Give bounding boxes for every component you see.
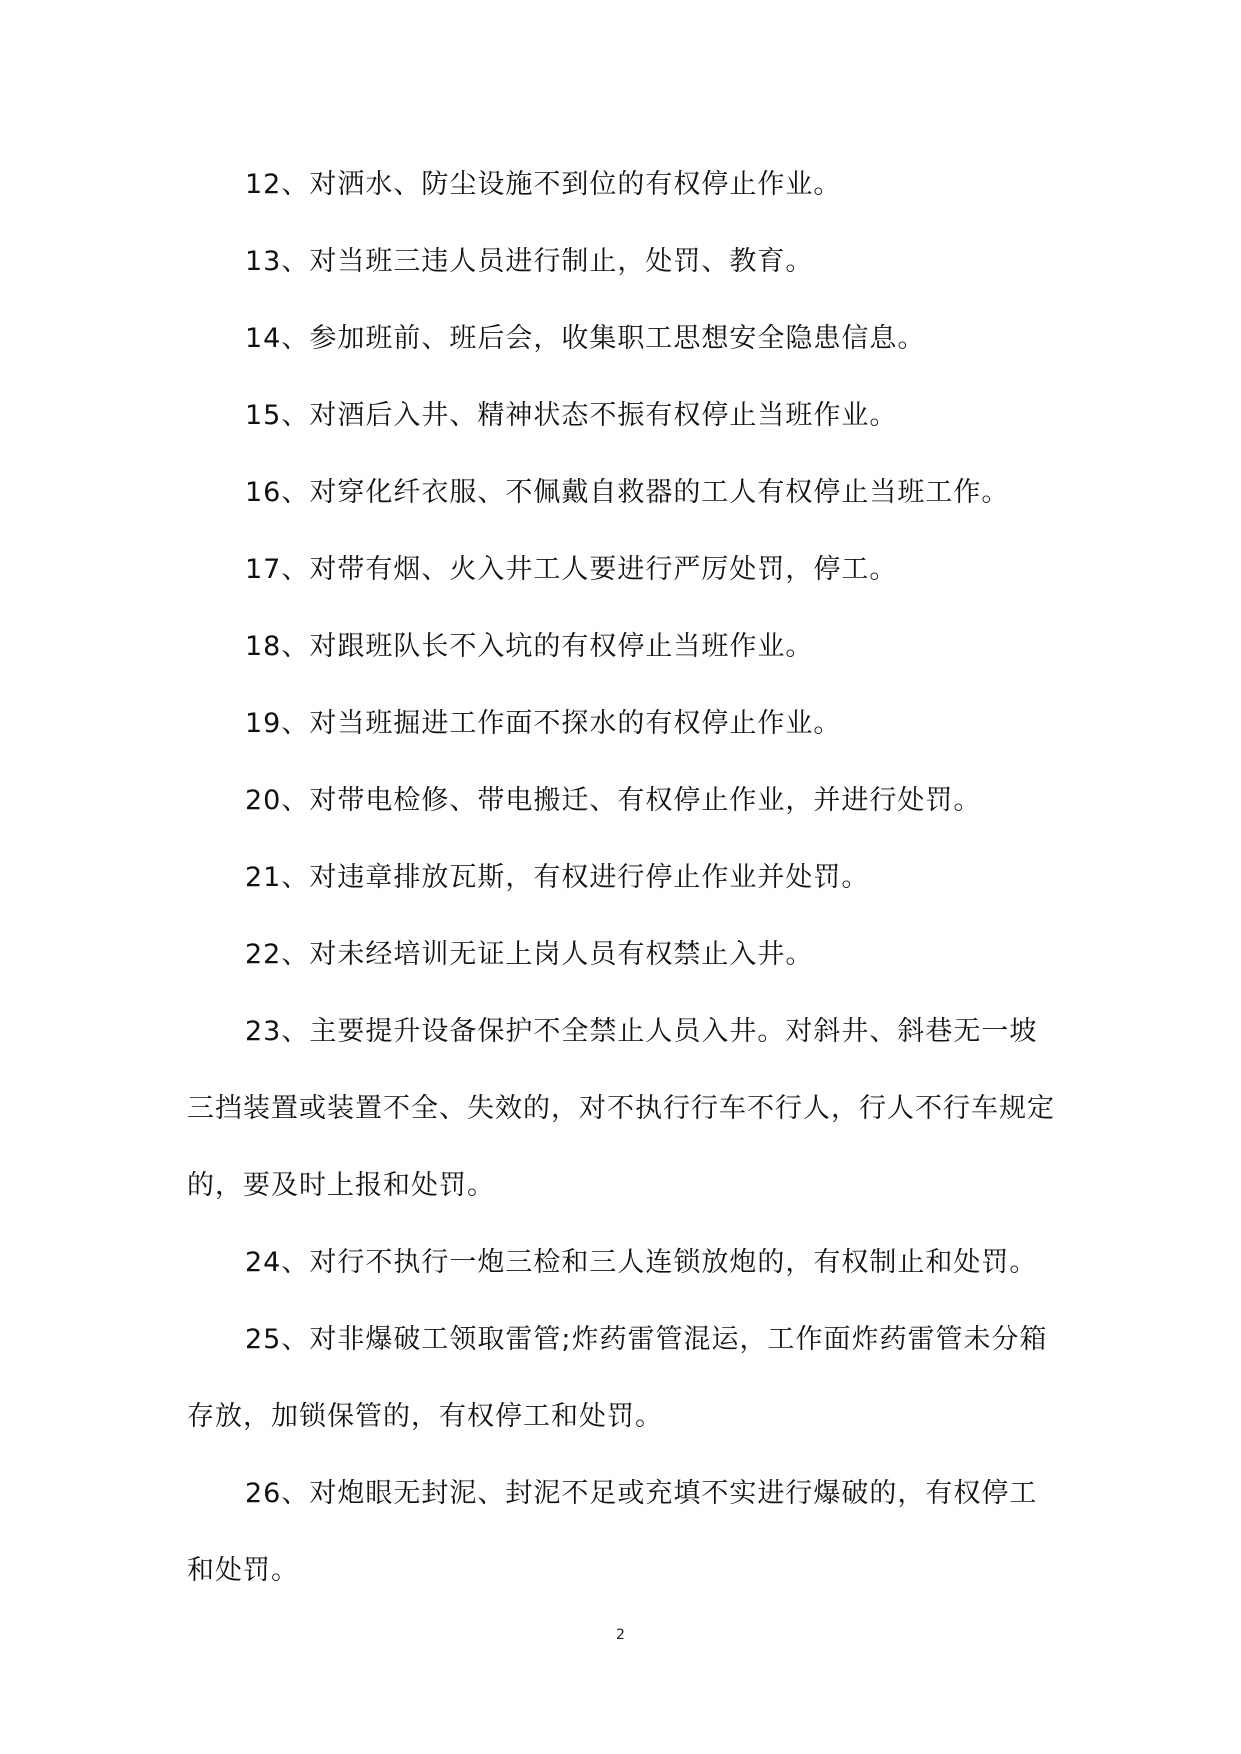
paragraph-item-13: 13、对当班三违人员进行制止，处罚、教育。 xyxy=(245,246,814,277)
paragraph-item-19: 19、对当班掘进工作面不探水的有权停止作业。 xyxy=(245,708,842,739)
paragraph-item-24: 24、对行不执行一炮三检和三人连锁放炮的，有权制止和处罚。 xyxy=(245,1247,1038,1278)
paragraph-item-21: 21、对违章排放瓦斯，有权进行停止作业并处罚。 xyxy=(245,862,870,893)
page-number: 2 xyxy=(616,1627,625,1643)
paragraph-item-14: 14、参加班前、班后会，收集职工思想安全隐患信息。 xyxy=(245,323,926,354)
paragraph-item-16: 16、对穿化纤衣服、不佩戴自救器的工人有权停止当班工作。 xyxy=(245,477,1010,508)
paragraph-item-15: 15、对酒后入井、精神状态不振有权停止当班作业。 xyxy=(245,400,898,431)
paragraph-item-23: 23、主要提升设备保护不全禁止人员入井。对斜井、斜巷无一坡三挡装置或装置不全、失效的，对不执行行车不行人，行人不行车规定的，要及时上报和处罚。 xyxy=(187,1016,1055,1201)
paragraph-item-17: 17、对带有烟、火入井工人要进行严厉处罚，停工。 xyxy=(245,554,898,585)
paragraph-item-20: 20、对带电检修、带电搬迁、有权停止作业，并进行处罚。 xyxy=(245,785,982,816)
paragraph-item-18: 18、对跟班队长不入坑的有权停止当班作业。 xyxy=(245,631,814,662)
paragraph-item-22: 22、对未经培训无证上岗人员有权禁止入井。 xyxy=(245,939,814,970)
document-body xyxy=(187,146,1057,1609)
paragraph-item-25: 25、对非爆破工领取雷管;炸药雷管混运，工作面炸药雷管未分箱存放，加锁保管的，有权停工和处罚。 xyxy=(187,1324,1048,1432)
paragraph-item-26: 26、对炮眼无封泥、封泥不足或充填不实进行爆破的，有权停工和处罚。 xyxy=(187,1478,1038,1586)
paragraph-item-12: 12、对洒水、防尘设施不到位的有权停止作业。 xyxy=(245,169,842,200)
